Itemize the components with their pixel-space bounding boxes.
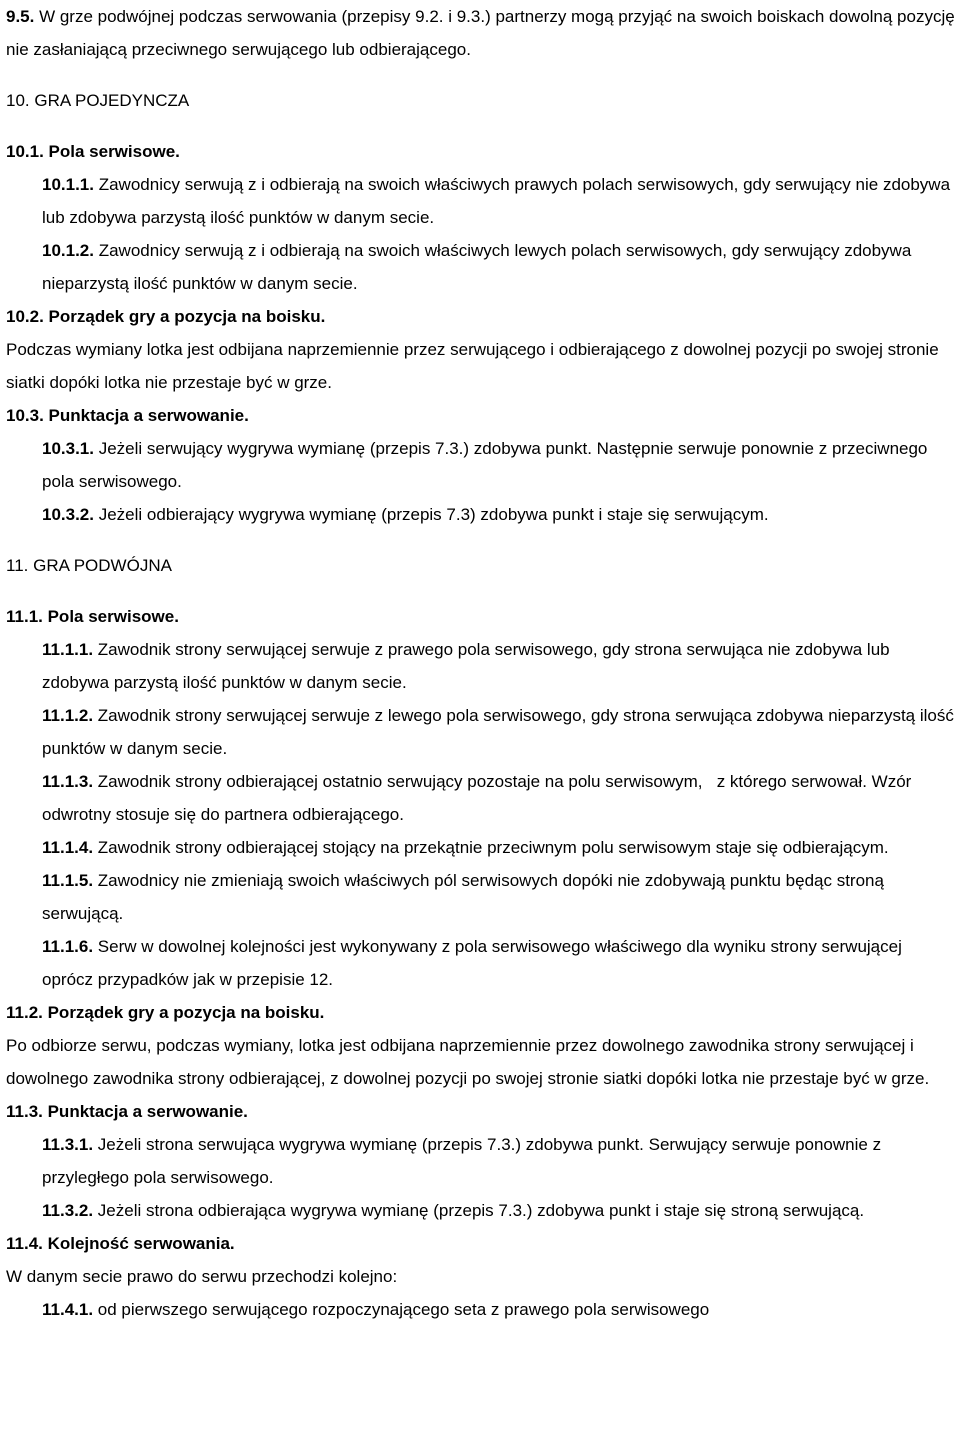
paragraph-11-4: W danym secie prawo do serwu przechodzi kolejno:: [6, 1267, 398, 1286]
rule-11-1-2: [6, 699, 956, 765]
rule-11-3-2: [6, 1194, 956, 1227]
paragraph-10-2: Podczas wymiany lotka jest odbijana naprzemiennie przez serwującego i odbierającego z dowolnej pozycji po swojej stronie siatki dopóki lotka nie przestaje być w grze.: [6, 340, 939, 392]
heading-text: 10.2. Porządek gry a pozycja na boisku.: [6, 307, 326, 326]
rule-text: W grze podwójnej podczas serwowania (przepisy 9.2. i 9.3.) partnerzy mogą przyjąć na swoich boiskach dowolną pozycję nie zasłaniającą przeciwnego serwującego lub odbierającego.: [6, 7, 955, 59]
rule-10-1-2: [6, 234, 956, 300]
rule-11-1-3: [6, 765, 956, 831]
rule-11-3-1: [6, 1128, 956, 1194]
heading-text: 11.2. Porządek gry a pozycja na boisku.: [6, 1003, 325, 1022]
rule-text: Zawodnicy serwują z i odbierają na swoich właściwych lewych polach serwisowych, gdy serwujący zdobywa nieparzystą ilość punktów w danym secie.: [42, 241, 912, 293]
rule-text: Serw w dowolnej kolejności jest wykonywany z pola serwisowego właściwego dla wyniku strony serwującej oprócz przypadków jak w przepisie 12.: [42, 937, 902, 989]
rule-number: 10.1.1.: [42, 175, 94, 194]
heading-text: 10.1. Pola serwisowe.: [6, 142, 180, 161]
rule-number: 10.3.2.: [42, 505, 94, 524]
heading-10-2: [6, 300, 956, 333]
rule-number: 11.1.2.: [42, 706, 94, 725]
rule-text: Jeżeli strona odbierająca wygrywa wymianę (przepis 7.3.) zdobywa punkt i staje się stroną serwującą.: [93, 1201, 865, 1220]
heading-10-1: [6, 135, 956, 168]
rule-number: 11.1.5.: [42, 871, 94, 890]
rule-10-3-1: [6, 432, 956, 498]
rule-11-1-5: [6, 864, 956, 930]
rule-text: Zawodnik strony odbierającej ostatnio serwujący pozostaje na polu serwisowym, z którego serwował. Wzór odwrotny stosuje się do partnera odbierającego.: [42, 772, 917, 824]
section-title-10: 10. GRA POJEDYNCZA: [6, 91, 190, 110]
rule-text: Zawodnik strony serwującej serwuje z prawego pola serwisowego, gdy strona serwująca nie zdobywa lub zdobywa parzystą ilość punktów w danym secie.: [42, 640, 890, 692]
heading-11-3: [6, 1095, 956, 1128]
heading-text: 10.3. Punktacja a serwowanie.: [6, 406, 249, 425]
heading-11-4: [6, 1227, 956, 1260]
rule-10-1-1: [6, 168, 956, 234]
rule-11-1-1: [6, 633, 956, 699]
rule-text: od pierwszego serwującego rozpoczynającego seta z prawego pola serwisowego: [93, 1300, 710, 1319]
heading-11-2: [6, 996, 956, 1029]
rule-number: 10.1.2.: [42, 241, 94, 260]
heading-11-1: [6, 600, 956, 633]
rule-11-1-6: [6, 930, 956, 996]
rule-text: Zawodnik strony odbierającej stojący na przekątnie przeciwnym polu serwisowym staje się odbierającym.: [93, 838, 889, 857]
rule-text: Jeżeli serwujący wygrywa wymianę (przepis 7.3.) zdobywa punkt. Następnie serwuje ponownie z przeciwnego pola serwisowego.: [42, 439, 928, 491]
rule-10-3-2: [6, 498, 956, 531]
rule-number: 11.1.1.: [42, 640, 94, 659]
rule-number: 11.1.6.: [42, 937, 94, 956]
rule-text: Zawodnicy serwują z i odbierają na swoich właściwych prawych polach serwisowych, gdy serwujący nie zdobywa lub zdobywa parzystą ilość punktów w danym secie.: [42, 175, 951, 227]
heading-text: 11.3. Punktacja a serwowanie.: [6, 1102, 248, 1121]
rule-number: 10.3.1.: [42, 439, 94, 458]
rule-number: 11.3.1.: [42, 1135, 94, 1154]
heading-text: 11.4. Kolejność serwowania.: [6, 1234, 235, 1253]
rule-number: 9.5.: [6, 7, 35, 26]
rule-text: Zawodnicy nie zmieniają swoich właściwych pól serwisowych dopóki nie zdobywają punktu będąc stroną serwującą.: [42, 871, 884, 923]
rule-number: 11.1.4.: [42, 838, 94, 857]
rule-number: 11.3.2.: [42, 1201, 94, 1220]
rule-11-4-1: [6, 1293, 956, 1326]
rule-text: Jeżeli odbierający wygrywa wymianę (przepis 7.3) zdobywa punkt i staje się serwującym.: [94, 505, 769, 524]
rule-number: 11.1.3.: [42, 772, 94, 791]
section-title-11: 11. GRA PODWÓJNA: [6, 556, 172, 575]
rule-text: Jeżeli strona serwująca wygrywa wymianę (przepis 7.3.) zdobywa punkt. Serwujący serwuje ponownie z przyległego pola serwisowego.: [42, 1135, 882, 1187]
rule-text: Zawodnik strony serwującej serwuje z lewego pola serwisowego, gdy strona serwująca zdobywa nieparzystą ilość punktów w danym secie.: [42, 706, 954, 758]
heading-text: 11.1. Pola serwisowe.: [6, 607, 179, 626]
rule-number: 11.4.1.: [42, 1300, 94, 1319]
paragraph-11-2: Po odbiorze serwu, podczas wymiany, lotka jest odbijana naprzemiennie przez dowolnego zawodnika strony serwującej i dowolnego zawodnika strony odbierającej, z dowolnej pozycji po swojej stronie siatki dopóki lotka nie przestaje być w grze.: [6, 1036, 930, 1088]
heading-10-3: [6, 399, 956, 432]
rule-9-5: [6, 0, 956, 66]
rule-11-1-4: [6, 831, 956, 864]
